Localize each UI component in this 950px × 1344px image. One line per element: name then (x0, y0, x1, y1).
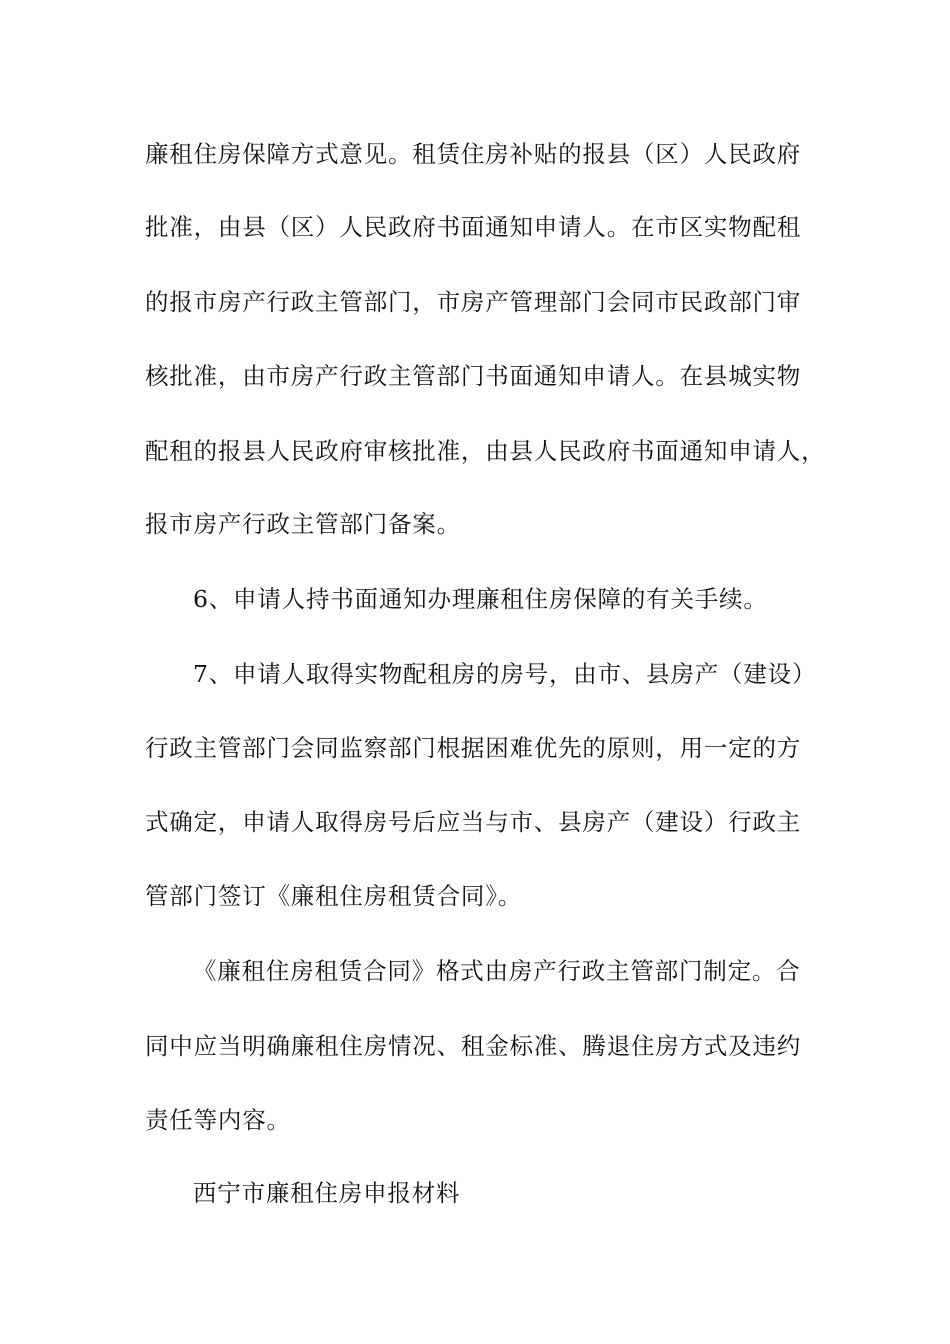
paragraph-line: 的报市房产行政主管部门，市房产管理部门会同市民政部门审 (145, 288, 802, 316)
list-item-7: 7、申请人取得实物配租房的房号，由市、县房产（建设） (193, 660, 817, 688)
paragraph-line: 核批准，由市房产行政主管部门书面通知申请人。在县城实物 (145, 362, 802, 390)
paragraph-line: 报市房产行政主管部门备案。 (145, 510, 461, 538)
paragraph-line: 式确定，申请人取得房号后应当与市、县房产（建设）行政主 (145, 808, 802, 836)
paragraph-line: 管部门签订《廉租住房租赁合同》。 (145, 882, 523, 910)
paragraph-line: 行政主管部门会同监察部门根据困难优先的原则，用一定的方 (145, 734, 802, 762)
paragraph-line: 廉租住房保障方式意见。租赁住房补贴的报县（区）人民政府 (145, 140, 802, 168)
paragraph-line: 责任等内容。 (145, 1106, 291, 1134)
paragraph-line: 配租的报县人民政府审核批准，由县人民政府书面通知申请人， (145, 437, 826, 465)
paragraph-line: 批准，由县（区）人民政府书面通知申请人。在市区实物配租 (145, 213, 802, 241)
list-item-6: 6、申请人持书面通知办理廉租住房保障的有关手续。 (193, 585, 768, 613)
paragraph-line: 《廉租住房租赁合同》格式由房产行政主管部门制定。合 (193, 957, 801, 985)
paragraph-line: 同中应当明确廉租住房情况、租金标准、腾退住房方式及违约 (145, 1032, 802, 1060)
section-heading: 西宁市廉租住房申报材料 (193, 1179, 461, 1207)
